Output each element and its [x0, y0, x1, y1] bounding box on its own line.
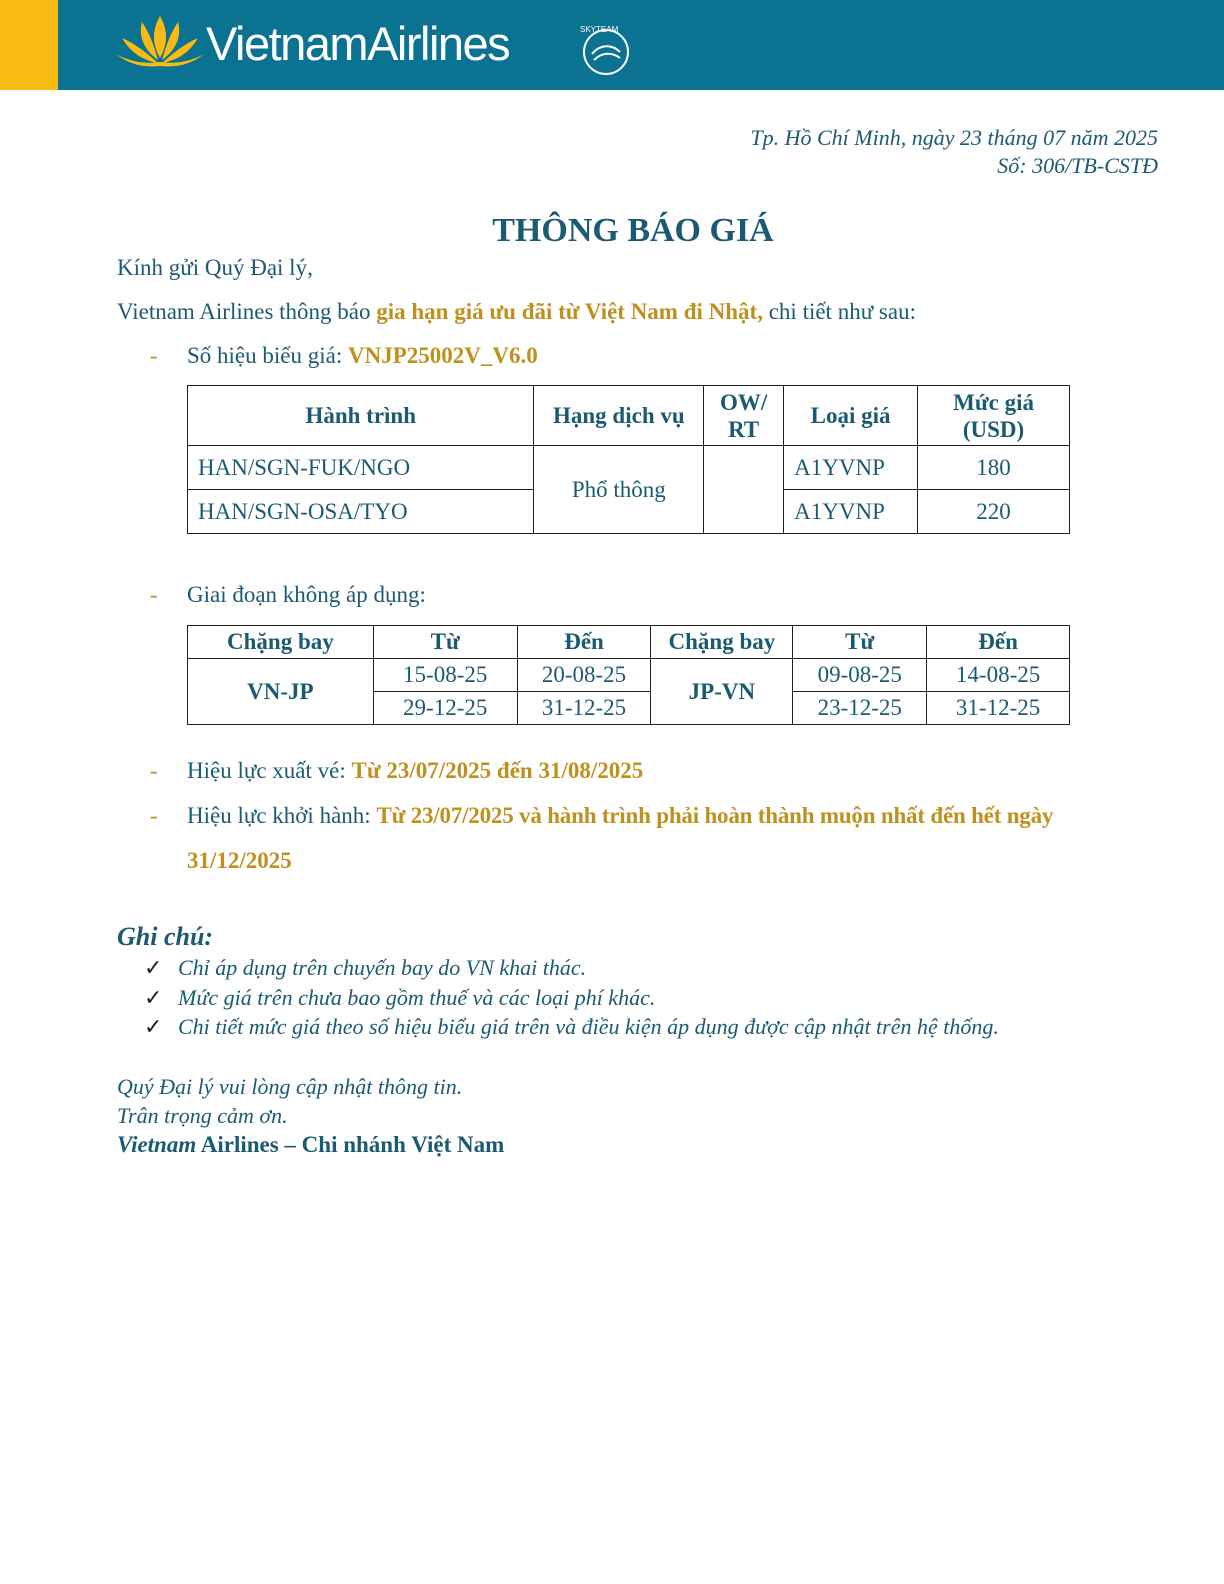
place-date: Tp. Hồ Chí Minh, ngày 23 tháng 07 năm 2025 [750, 125, 1158, 150]
note-item [144, 985, 655, 1011]
price-cell: 180 [918, 446, 1070, 490]
fare-code-line [150, 341, 538, 371]
table-header-row [188, 386, 1070, 446]
date-cell: 20-08-25 [517, 659, 651, 692]
lotus-logo-icon [112, 8, 208, 70]
fare-type-cell: A1YVNP [784, 490, 918, 534]
date-cell: 29-12-25 [373, 692, 517, 725]
header-to: Đến [517, 626, 651, 659]
date-cell: 31-12-25 [517, 692, 651, 725]
signature [117, 1132, 504, 1158]
blackout-table [187, 625, 1070, 725]
price-cell: 220 [918, 490, 1070, 534]
date-cell: 23-12-25 [793, 692, 927, 725]
fare-code-value: VNJP25002V_V6.0 [347, 343, 538, 368]
note-text: Chỉ áp dụng trên chuyến bay do VN khai thác. [178, 955, 587, 980]
table-header-row [188, 626, 1070, 659]
departure-label: Hiệu lực khởi hành: [187, 803, 377, 828]
table-row [188, 659, 1070, 692]
header-band [0, 0, 1224, 90]
thanks-line: Trân trọng cảm ơn. [117, 1103, 288, 1128]
route-cell: HAN/SGN-OSA/TYO [188, 490, 534, 534]
note-item [144, 1014, 999, 1040]
header-sector: Chặng bay [188, 626, 374, 659]
note-text: Mức giá trên chưa bao gồm thuế và các loại phí khác. [178, 985, 656, 1010]
closing-line: Quý Đại lý vui lòng cập nhật thông tin. [117, 1074, 463, 1099]
ow-rt-cell [704, 446, 784, 534]
fare-table [187, 385, 1070, 534]
ticketing-line [150, 756, 643, 786]
skyteam-text: SKYTEAM [580, 25, 619, 34]
skyteam-logo-icon [570, 22, 636, 78]
departure-value: Từ 23/07/2025 và hành trình phải hoàn thành muộn nhất đến hết ngày [376, 803, 1054, 828]
blackout-label: Giai đoạn không áp dụng: [187, 582, 426, 607]
departure-line [150, 801, 1053, 831]
header-fare-type: Loại giá [784, 386, 918, 446]
date-cell: 15-08-25 [373, 659, 517, 692]
fare-type-cell: A1YVNP [784, 446, 918, 490]
date-cell: 09-08-25 [793, 659, 927, 692]
service-class-cell: Phổ thông [534, 446, 704, 534]
header-to: Đến [927, 626, 1070, 659]
intro-paragraph [117, 297, 916, 327]
checkmark-icon: ✓ [144, 955, 163, 980]
checkmark-icon: ✓ [144, 1014, 163, 1039]
bullet-dash: - [150, 582, 158, 607]
date-cell: 14-08-25 [927, 659, 1070, 692]
header-service-class: Hạng dịch vụ [534, 386, 704, 446]
brand-wordmark: VietnamAirlines [206, 17, 510, 70]
bullet-dash: - [150, 343, 158, 368]
dateline [750, 124, 1158, 180]
ticketing-label: Hiệu lực xuất vé: [187, 758, 352, 783]
ticketing-value: Từ 23/07/2025 đến 31/08/2025 [351, 758, 644, 783]
header-ow-rt: OW/ RT [704, 386, 784, 446]
signature-rest: Airlines – Chi nhánh Việt Nam [196, 1132, 505, 1157]
intro-highlight: gia hạn giá ưu đãi từ Việt Nam đi Nhật, [376, 299, 763, 324]
blackout-line [150, 580, 426, 610]
header-from: Từ [793, 626, 927, 659]
document-number: Số: 306/TB-CSTĐ [997, 153, 1158, 178]
header-route: Hành trình [188, 386, 534, 446]
fare-code-label: Số hiệu biểu giá: [187, 343, 348, 368]
note-item [144, 955, 586, 981]
header-price: Mức giá (USD) [918, 386, 1070, 446]
intro-before: Vietnam Airlines thông báo [117, 299, 377, 324]
intro-after: chi tiết như sau: [762, 299, 916, 324]
checkmark-icon: ✓ [144, 985, 163, 1010]
bullet-dash: - [150, 803, 158, 828]
route-cell: HAN/SGN-FUK/NGO [188, 446, 534, 490]
sector-cell: JP-VN [651, 659, 793, 725]
note-text: Chi tiết mức giá theo số hiệu biểu giá trên và điều kiện áp dụng được cập nhật trên hệ thống. [178, 1014, 999, 1039]
accent-bar [0, 0, 58, 90]
header-sector: Chặng bay [651, 626, 793, 659]
departure-value-cont: 31/12/2025 [187, 848, 292, 873]
signature-italic: Vietnam [117, 1132, 197, 1157]
table-row [188, 446, 1070, 490]
greeting: Kính gửi Quý Đại lý, [117, 255, 313, 280]
header-from: Từ [373, 626, 517, 659]
notes-heading: Ghi chú: [117, 922, 214, 951]
page-title: THÔNG BÁO GIÁ [492, 212, 774, 249]
bullet-dash: - [150, 758, 158, 783]
sector-cell: VN-JP [188, 659, 374, 725]
date-cell: 31-12-25 [927, 692, 1070, 725]
